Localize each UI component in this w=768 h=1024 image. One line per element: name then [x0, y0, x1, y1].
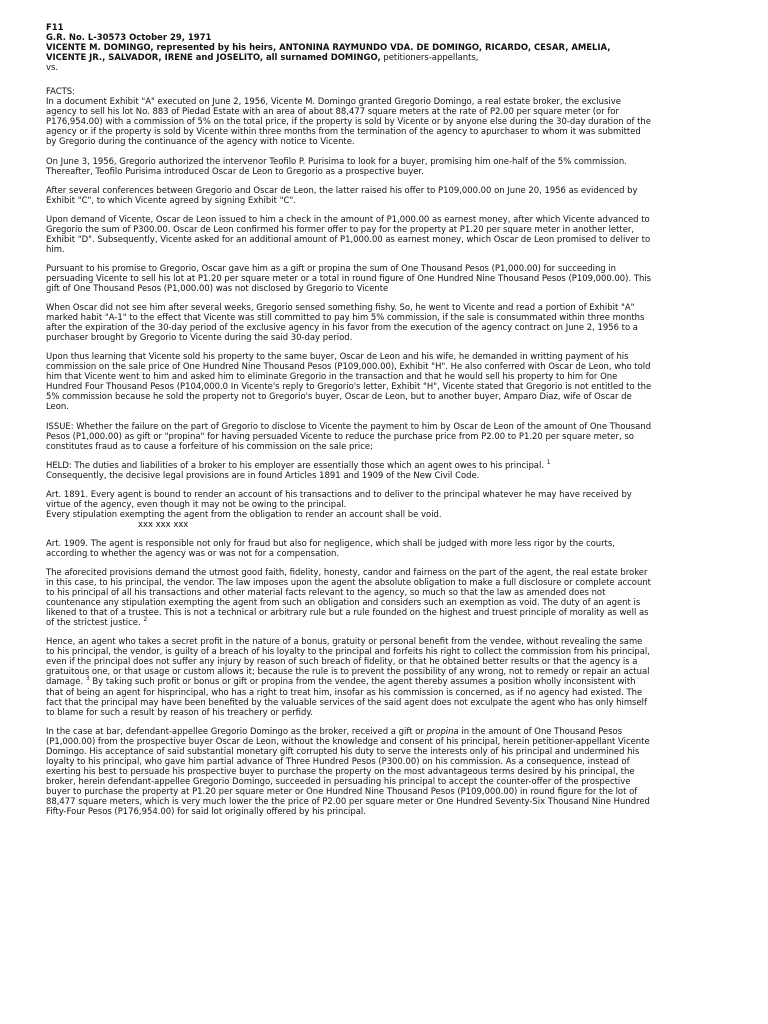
text-line: (P1,000.00) from the prospective buyer Oscar de Leon, without the knowledge and consent of his principal, herein petitioner-appellant Vicente	[46, 735, 650, 746]
versus-label: vs.	[46, 62, 59, 73]
text-line: by Gregorio during the continuance of the agency with notice to Vicente.	[46, 136, 355, 147]
text-line: agency to sell his lot No. 883 of Piedad Estate with an area of about 88,477 square meters at the rate of P2.00 per square meter (or for	[46, 106, 619, 117]
issue-section	[46, 421, 722, 451]
text-fragment: By taking such profit or bonus or gift or propina from the vendee, the agent thereby assumes a position wholly inconsistent with	[89, 676, 636, 687]
text-line: Consequently, the decisive legal provisions are in found Articles 1891 and 1909 of the New Civil Code.	[46, 469, 480, 480]
text-line: Exhibit "C", to which Vicente agreed by signing Exhibit "C".	[46, 194, 296, 205]
case-at-bar-paragraph	[46, 726, 722, 816]
held-section	[46, 460, 722, 480]
text-line: Exhibit "D". Subsequently, Vicente asked for an additional amount of P1,000.00 as earnest money, which Oscar de Leon promised to deliver to	[46, 233, 651, 244]
text-line: Pursuant to his promise to Gregorio, Oscar gave him as a gift or propina the sum of One Thousand Pesos (P1,000.00) for succeeding in	[46, 262, 617, 273]
article-1909	[46, 538, 722, 558]
text-line: ISSUE: Whether the failure on the part of Gregorio to disclose to Vicente the payment to him by Oscar de Leon of the amount of One Thousand	[46, 420, 652, 431]
text-line: loyalty to his principal, who gave him partial advance of Three Hundred Pesos (P300.00) on his commission. As a consequence, instead of	[46, 755, 630, 766]
text-line: countenance any stipulation exempting the agent from such an obligation and considers such an exemption as void. The duty of an agent is	[46, 597, 641, 608]
parties-line-1: VICENTE M. DOMINGO, represented by his heirs, ANTONINA RAYMUNDO VDA. DE DOMINGO, RICARDO, CESAR, AMELIA,	[46, 42, 611, 53]
facts-paragraph-3	[46, 185, 722, 205]
facts-paragraph-7	[46, 351, 722, 411]
text-line: purchaser brought by Gregorio to Vicente during the said 30-day period.	[46, 332, 353, 343]
text-line: buyer to purchase the property at P1.20 per square meter or One Hundred Nine Thousand Pesos (P109,000.00) in round figure for the lot of	[46, 785, 638, 796]
text-line: When Oscar did not see him after several weeks, Gregorio sensed something fishy. So, he went to Vicente and read a portion of Exhibit "A"	[46, 302, 635, 313]
facts-paragraph-5	[46, 263, 722, 293]
text-line: Art. 1891. Every agent is bound to render an account of his transactions and to deliver to the principal whatever he may have received by	[46, 488, 632, 499]
text-line: in this case, to his principal, the vendor. The law imposes upon the agent the absolute obligation to make a full disclosure or complete account	[46, 577, 651, 588]
facts-paragraph-6	[46, 302, 722, 342]
facts-paragraph-2	[46, 156, 722, 176]
text-line: constitutes fraud as to cause a forfeiture of his commission on the sale price;	[46, 440, 373, 451]
text-line: to blame for such a result by reason of his treachery or perfidy.	[46, 706, 313, 717]
text-line: even if the principal does not suffer any injury by reason of such breach of fidelity, or that he obtained better results or that the agency is a	[46, 656, 638, 667]
text-line: to his principal of all his transactions and other material facts relevant to the agency, so much so that the law as amended does not	[46, 587, 606, 598]
text-line: persuading Vicente to sell his lot at P1.20 per square meter or a total in round figure of One Hundred Nine Thousand Pesos (P109,000.00). This	[46, 272, 652, 283]
text-line: Gregorio the sum of P300.00. Oscar de Leon confirmed his former offer to pay for the property at P1.20 per square meter in another letter,	[46, 223, 635, 234]
parties-line-2-names: VICENTE JR., SALVADOR, IRENE and JOSELITO, all surnamed DOMINGO,	[46, 52, 381, 63]
text-line: On June 3, 1956, Gregorio authorized the intervenor Teofilo P. Purisima to look for a buyer, promising him one-half of the 5% commission.	[46, 155, 627, 166]
text-line: exerting his best to persuade his prospective buyer to purchase the property on the most advantageous terms desired by his principal, the	[46, 765, 635, 776]
held-text: HELD: The duties and liabilities of a broker to his employer are essentially those which an agent owes to his principal.	[46, 459, 544, 470]
text-line: fact that the principal may have been benefited by the valuable services of the said agent does not exculpate the agent who has only himself	[46, 696, 647, 707]
text-line: 88,477 square meters, which is very much lower the the price of P2.00 per square meter or One Hundred Seventy-Six Thousand Nine Hundred	[46, 796, 650, 806]
facts-section	[46, 86, 722, 411]
text-line: broker, herein defendant-appellee Gregorio Domingo, succeeded in persuading his principal to accept the counter-offer of the prospective	[46, 775, 631, 786]
facts-paragraph-1	[46, 96, 722, 146]
ellipsis-line: xxx xxx xxx	[138, 518, 189, 529]
text-line: Upon thus learning that Vicente sold his property to the same buyer, Oscar de Leon and his wife, he demanded in writting payment of his	[46, 351, 629, 362]
text-line: Thereafter, Teofilo Purisima introduced Oscar de Leon to Gregorio as a prospective buyer.	[46, 165, 424, 176]
text-fragment: In the case at bar, defendant-appellee Gregorio Domingo as the broker, received a gift or	[46, 725, 427, 736]
text-line: Fifty-Four Pesos (P176,954.00) for said lot originally offered by his principal.	[46, 806, 366, 817]
parties-line-2-role: petitioners-appellants,	[380, 52, 479, 63]
text-fragment: of the strictest justice.	[46, 617, 141, 628]
text-line: P176,954.00) with a commission of 5% on the total price, if the property is sold by Vicente or by anyone else during the 30-day duration of the	[46, 116, 651, 127]
text-line: likened to that of a trustee. This is not a technical or arbitrary rule but a rule founded on the highest and truest principle of morality as well as	[46, 607, 649, 618]
text-line-with-emphasis	[46, 726, 722, 736]
text-line: Art. 1909. The agent is responsible not only for fraud but also for negligence, which shall be judged with more less rigor by the courts,	[46, 537, 615, 548]
footnote-marker-1: 1	[546, 458, 551, 466]
text-fragment: damage.	[46, 676, 84, 687]
text-line: him that Vicente went to him and asked him to eliminate Gregorio in the transaction and that he would sell his property to him for One	[46, 371, 618, 382]
text-line: gratuitous one, or that usage or custom allows it; because the rule is to prevent the possibility of any wrong, not to remedy or repair an actual	[46, 666, 650, 677]
text-line: After several conferences between Gregorio and Oscar de Leon, the latter raised his offer to P109,000.00 on June 20, 1956 as evidenced by	[46, 184, 638, 195]
facts-paragraph-4	[46, 214, 722, 254]
aforecited-paragraph	[46, 567, 722, 627]
text-fragment: in the amount of One Thousand Pesos	[458, 725, 623, 736]
text-line: according to whether the agency was or was not for a compensation.	[46, 547, 340, 558]
text-line: Hundred Four Thousand Pesos (P104,000.0 In Vicente's reply to Gregorio's letter, Exhibit "H", Vicente stated that Gregorio is not entitled to the	[46, 381, 652, 392]
text-line-with-marker	[46, 676, 722, 686]
text-line: Every stipulation exempting the agent from the obligation to render an account shall be void.	[46, 508, 442, 519]
text-line: after the expiration of the 30-day period of the exclusive agency in his favor from the execution of the agency contract on June 2, 1956 to a	[46, 322, 638, 333]
document-code: F11	[46, 22, 64, 32]
text-line: Domingo. His acceptance of said substantial monetary gift corrupted his duty to serve the interests only of his principal and undermined his	[46, 745, 640, 756]
text-line: Upon demand of Vicente, Oscar de Leon issued to him a check in the amount of P1,000.00 as earnest money, after which Vicente advanced to	[46, 213, 650, 224]
text-line: 5% commission because he sold the property not to Gregorio's buyer, Oscar de Leon, but to another buyer, Amparo Diaz, wife of Oscar de	[46, 391, 632, 402]
emphasized-term: propina	[426, 725, 459, 736]
text-line: commission on the sale price of One Hundred Nine Thousand Pesos (P109,000.00), Exhibit "H". He also conferred with Oscar de Leon, who told	[46, 361, 651, 372]
footnote-marker-3: 3	[85, 675, 90, 683]
document-header	[46, 22, 722, 72]
article-1891	[46, 489, 722, 529]
text-line: marked habit "A-1" to the effect that Vicente was still committed to pay him 5% commission, if the sale is consummated within three months	[46, 312, 645, 323]
text-line: gift of One Thousand Pesos (P1,000.00) was not disclosed by Gregorio to Vicente	[46, 282, 389, 293]
case-number: G.R. No. L-30573 October 29, 1971	[46, 32, 212, 43]
text-line-with-marker	[46, 617, 722, 627]
text-line: Hence, an agent who takes a secret profit in the nature of a bonus, gratuity or personal benefit from the vendee, without revealing the same	[46, 636, 643, 647]
text-line: him.	[46, 243, 65, 254]
held-line-1	[46, 460, 722, 470]
parties-line-2	[46, 52, 722, 62]
footnote-marker-2: 2	[143, 616, 148, 624]
text-line: In a document Exhibit "A" executed on June 2, 1956, Vicente M. Domingo granted Gregorio Domingo, a real estate broker, the exclusive	[46, 96, 621, 107]
text-line: The aforecited provisions demand the utmost good faith, fidelity, honesty, candor and fairness on the part of the agent, the real estate broker	[46, 567, 648, 578]
facts-heading: FACTS:	[46, 86, 75, 97]
text-line: Leon.	[46, 401, 69, 412]
text-line: to his principal, the vendor, is guilty of a breach of his loyalty to the principal and forfeits his right to collect the commission from his principal,	[46, 646, 650, 657]
hence-paragraph	[46, 636, 722, 716]
text-line: agency or if the property is sold by Vicente within three months from the termination of the agency to apurchaser to whom it was submitted	[46, 126, 641, 137]
text-line: Pesos (P1,000.00) as gift or "propina" for having persuaded Vicente to reduce the purchase price from P2.00 to P1.20 per square meter, so	[46, 430, 634, 441]
text-line: that of being an agent for hisprincipal, who has a right to treat him, insofar as his commission is concerned, as if no agency had existed. The	[46, 686, 643, 697]
text-line: virtue of the agency, even though it may not be owing to the principal.	[46, 498, 347, 509]
